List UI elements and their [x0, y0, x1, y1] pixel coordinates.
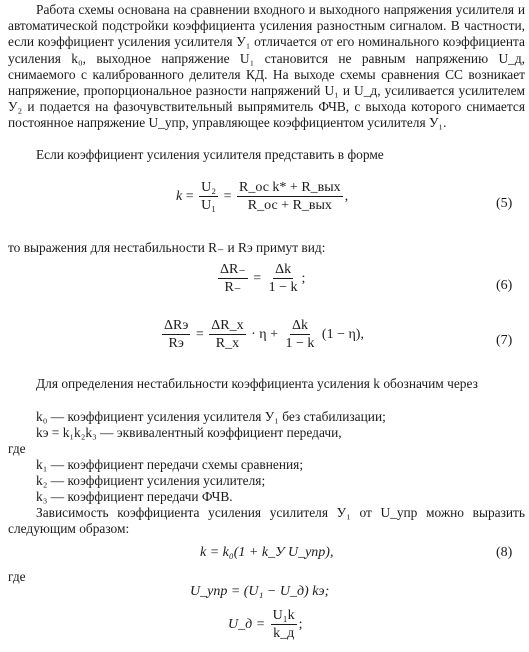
eq7-fraction-2-numerator: ΔR_x	[211, 318, 244, 333]
eq5-fraction-2	[237, 180, 343, 213]
eq6-fraction-2-numerator: Δk	[275, 262, 292, 277]
eq5-fraction-1	[199, 180, 218, 213]
eq7-fraction-1-numerator: ΔRэ	[164, 318, 189, 333]
eq7-fraction-2-denominator: R_x	[215, 336, 240, 351]
eq10-fraction-numerator: U₁k	[272, 608, 295, 623]
equation-8: k = k₀(1 + k_У U_упр),	[200, 545, 334, 560]
definition-k2: k₂ — коэффициент усиления усилителя;	[36, 473, 266, 488]
definition-k3: k₃ — коэффициент передачи ФЧВ.	[36, 489, 233, 504]
eq6-fraction-1-numerator: ΔR₋	[220, 262, 246, 277]
equation-9: U_упр = (U₁ − U_д) kэ;	[190, 584, 330, 599]
definition-ke: kэ = k₁k₂k₃ — эквивалентный коэффициент передачи,	[36, 425, 342, 440]
eq6-fraction-2	[267, 262, 300, 295]
label-where-1: где	[8, 441, 26, 456]
equation-5: k = $\frac{\text{U₂}}{\text{U₁}}$ = $\frac{\text{R\_ос k* + R\_вых}}{\text{R\_ос + R\_вых}}$ ,	[176, 180, 349, 213]
eq6-fraction-1	[218, 262, 248, 295]
label-where-2: где	[8, 569, 26, 584]
paragraph-dependence: Зависимость коэффициента усиления усилителя У₁ от U_упр можно выразить следующим образом:	[8, 505, 525, 537]
equation-8-number: (8)	[496, 545, 513, 560]
equation-7-number: (7)	[496, 333, 513, 348]
eq7-fraction-3-numerator: Δk	[291, 318, 308, 333]
equation-6: $\frac{\Delta R_-}{R_-}$ = $\frac{\Delta k}{1 - k}$ ;	[220, 262, 306, 295]
eq10-fraction	[271, 608, 297, 641]
eq5-fraction-1-denominator: U₁	[201, 198, 217, 213]
eq6-fraction-1-denominator: R₋	[224, 280, 242, 295]
eq7-tail-term: (1 − η),	[321, 326, 364, 342]
paragraph-intro: Работа схемы основана на сравнении входного и выходного напряжения усилителя и автоматической подстройки коэффициента усиления разностным сигналом. В частности, если коэффициент усиления усилителя У₁ отличается от его номинального коэффициента усиления k₀, выходное напряжение U₁ становится не равным напряжению U_д, снимаемого с калиброванного делителя КД. На выходе схемы сравнения СС возникает напряжение, пропорциональное разности напряжений U₁ и U_д, усиливается усилителем У₂ и подается на фазочувствительный выпрямитель ФЧВ, с выхода которого снимается постоянное напряжение U_упр, управляющее коэффициентом усилителя У₁.	[8, 2, 525, 131]
eq5-lhs: k	[176, 188, 183, 204]
eq10-fraction-denominator: k_д	[273, 626, 295, 641]
paragraph-designate: Для определения нестабильности коэффициента усиления k обозначим через	[36, 376, 478, 391]
eq6-fraction-2-denominator: 1 − k	[268, 280, 298, 295]
eq10-lhs: U_д =	[228, 616, 266, 632]
paragraph-form: Если коэффициент усиления усилителя представить в форме	[36, 147, 384, 162]
equation-10: U_д = $\frac{\text{U₁k}}{k\_д}$ ;	[228, 608, 303, 641]
eq5-fraction-2-denominator: R_ос + R_вых	[247, 198, 332, 213]
equation-6-number: (6)	[496, 278, 513, 293]
equation-5-number: (5)	[496, 196, 513, 211]
eq7-fraction-3	[284, 318, 317, 351]
eq5-fraction-2-numerator: R_ос k* + R_вых	[239, 180, 341, 195]
definition-k1: k₁ — коэффициент передачи схемы сравнения;	[36, 457, 304, 472]
equation-7: $\frac{\text{ΔRэ}}{Rэ}$ = $\frac{\Delta R\_x}{R\_x}$ · η + $\frac{\Delta k}{1 - k}$ (1 − η),	[164, 318, 364, 351]
eq7-fraction-3-denominator: 1 − k	[285, 336, 315, 351]
paragraph-instability: то выражения для нестабильности R₋ и Rэ примут вид:	[8, 240, 326, 255]
eq5-fraction-1-numerator: U₂	[201, 180, 217, 195]
eq7-fraction-2	[209, 318, 245, 351]
eq7-fraction-1-denominator: Rэ	[168, 336, 184, 351]
definition-k0: k₀ — коэффициент усиления усилителя У₁ без стабилизации;	[36, 409, 386, 424]
eq7-middle-term: · η +	[251, 326, 278, 342]
eq7-fraction-1	[162, 318, 190, 351]
